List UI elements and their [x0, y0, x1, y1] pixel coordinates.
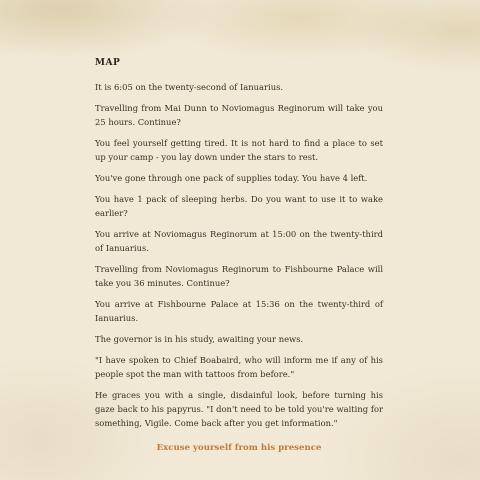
story-paragraph: Travelling from Noviomagus Reginorum to Fishbourne Palace will take you 36 minutes. Continue?: [95, 264, 383, 288]
story-paragraph: You have 1 pack of sleeping herbs. Do you want to use it to wake earlier?: [95, 194, 383, 218]
story-paragraph: Travelling from Mai Dunn to Noviomagus Reginorum will take you 25 hours. Continue?: [95, 103, 383, 127]
story-paragraph: You feel yourself getting tired. It is not hard to find a place to set up your camp - you lay down under the stars to rest.: [95, 138, 383, 162]
story-paragraph: The governor is in his study, awaiting your news.: [95, 334, 304, 344]
story-paragraph: You've gone through one pack of supplies today. You have 4 left.: [95, 173, 368, 183]
story-paragraph: You arrive at Noviomagus Reginorum at 15:00 on the twenty-third of Ianuarius.: [95, 229, 383, 253]
story-panel: [95, 58, 383, 453]
story-paragraph: "I have spoken to Chief Boabaird, who will inform me if any of his people spot the man with tattoos from before.": [95, 355, 383, 379]
story-paragraph: It is 6:05 on the twenty-second of Ianuarius.: [95, 82, 284, 92]
story-paragraph: He graces you with a single, disdainful look, before turning his gaze back to his papyrus. "I don't need to be told you're waiting for something, Vigile. Come back after you get information.": [95, 390, 383, 428]
map-link[interactable]: MAP: [95, 58, 121, 68]
excuse-yourself-choice[interactable]: Excuse yourself from his presence: [156, 443, 322, 453]
story-paragraph: You arrive at Fishbourne Palace at 15:36 on the twenty-third of Ianuarius.: [95, 299, 383, 323]
